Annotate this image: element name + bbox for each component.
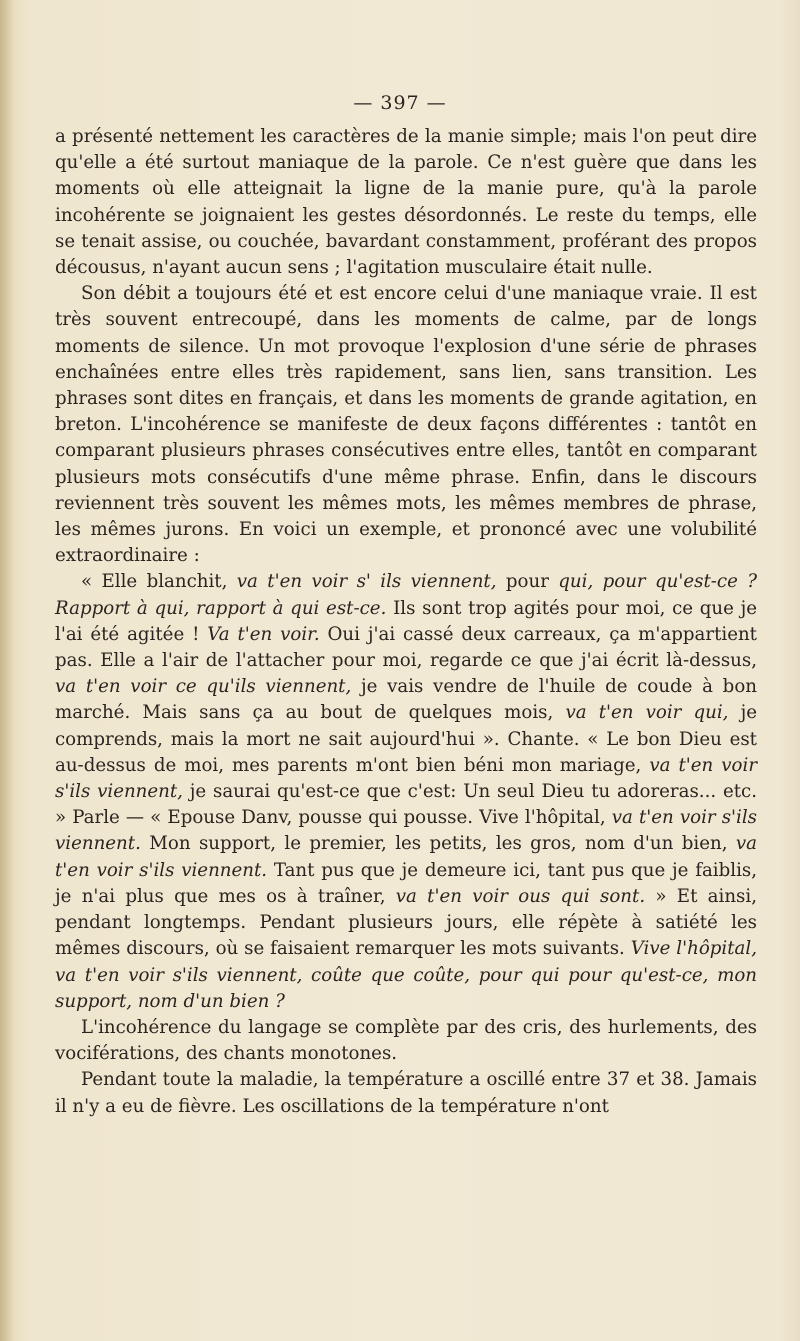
text-run: Ils sont trop agités pour moi, ce que je l'ai été agitée ! [55, 597, 757, 645]
paragraph [55, 1067, 757, 1119]
text-run: « Elle blanchit, [81, 571, 237, 593]
page-spine-shadow [0, 0, 14, 1341]
italic-text: va t'en voir s'ils viennent, [55, 754, 758, 803]
italic-text: va t'en voir ous qui sont. [395, 885, 646, 907]
text-run: Oui j'ai cassé deux carreaux, ça m'appartient pas. Elle a l'air de l'attacher pour moi, regarde ce que j'ai écrit là-dessus, [55, 623, 757, 672]
italic-text: va t'en voir s'ils viennent. [55, 807, 757, 855]
text-run: Mon support, le premier, les petits, les gros, nom d'un bien, [140, 833, 736, 855]
paragraph [55, 124, 757, 281]
text-run: » Et ainsi, pendant longtemps. Pendant plusieurs jours, elle répète à satiété les mêmes discours, où se faisaient remarquer les mots suivants. [55, 885, 757, 960]
italic-text: va t'en voir s'ils viennent. [55, 833, 757, 881]
body-text [55, 124, 757, 1120]
text-run: pour [496, 571, 559, 593]
italic-text: Vive l'hôpital, va t'en voir s'ils viennent, coûte que coûte, pour qui pour qu'est-ce, mon support, nom d'un bien ? [55, 938, 757, 1012]
italic-text: va t'en voir ce qu'ils viennent, [55, 676, 352, 698]
page-number: — 397 — [353, 92, 447, 114]
italic-text: va t'en voir qui, [565, 702, 729, 724]
italic-text: Va t'en voir. [207, 623, 320, 645]
italic-text: qui, pour qu'est-ce ? Rapport à qui, rapport à qui est-ce. [55, 571, 758, 619]
text-run: Pendant toute la maladie, la température a oscillé entre 37 et 38. Jamais il n'y a eu de fièvre. Les oscillations de la température n'ont [55, 1069, 757, 1117]
paragraph [55, 1015, 757, 1067]
text-run: Tant pus que je demeure ici, tant pus que je faiblis, je n'ai plus que mes os à traîner, [55, 859, 758, 907]
paragraph [55, 569, 757, 1014]
text-run: je comprends, mais la mort ne sait aujourd'hui ». Chante. « Le bon Dieu est au-dessus de moi, mes parents m'ont bien béni mon mariage, [55, 702, 757, 776]
italic-text: va t'en voir s' ils viennent, [236, 571, 497, 593]
text-run: L'incohérence du langage se complète par des cris, des hurlements, des vociférations, des chants monotones. [55, 1016, 757, 1065]
text-run: je vais vendre de l'huile de coude à bon marché. Mais sans ça au bout de quelques mois, [55, 676, 757, 724]
text-run: Son débit a toujours été et est encore celui d'une maniaque vraie. Il est très souvent entrecoupé, dans les moments de calme, par de longs moments de silence. Un mot provoque l'explosion d'une série de phrases enchaînées entre elles très rapidement, sans lien, sans transition. Les phrases sont dites en français, et dans les moments de grande agitation, en breton. L'incohérence se manifeste de deux façons différentes : tantôt en comparant plusieurs phrases consécutives entre elles, tantôt en comparant plusieurs mots consécutifs d'une même phrase. Enfin, dans le discours reviennent très souvent les mêmes mots, les mêmes membres de phrase, les mêmes jurons. En voici un exemple, et prononcé avec une volubilité extraordinaire : [55, 283, 757, 567]
text-run: je saurai qu'est-ce que c'est: Un seul Dieu tu adoreras... etc. » Parle — « Epouse Danv, pousse qui pousse. Vive l'hôpital, [55, 781, 757, 829]
paragraph [55, 281, 757, 569]
text-run: a présenté nettement les caractères de la manie simple; mais l'on peut dire qu'elle a été surtout maniaque de la parole. Ce n'est guère que dans les moments où elle atteignait la ligne de la manie pure, qu'à la parole incohérente se joignaient les gestes désordonnés. Le reste du temps, elle se tenait assise, ou couchée, bavardant constamment, proférant des propos décousus, n'ayant aucun sens ; l'agitation musculaire était nulle. [55, 126, 757, 279]
